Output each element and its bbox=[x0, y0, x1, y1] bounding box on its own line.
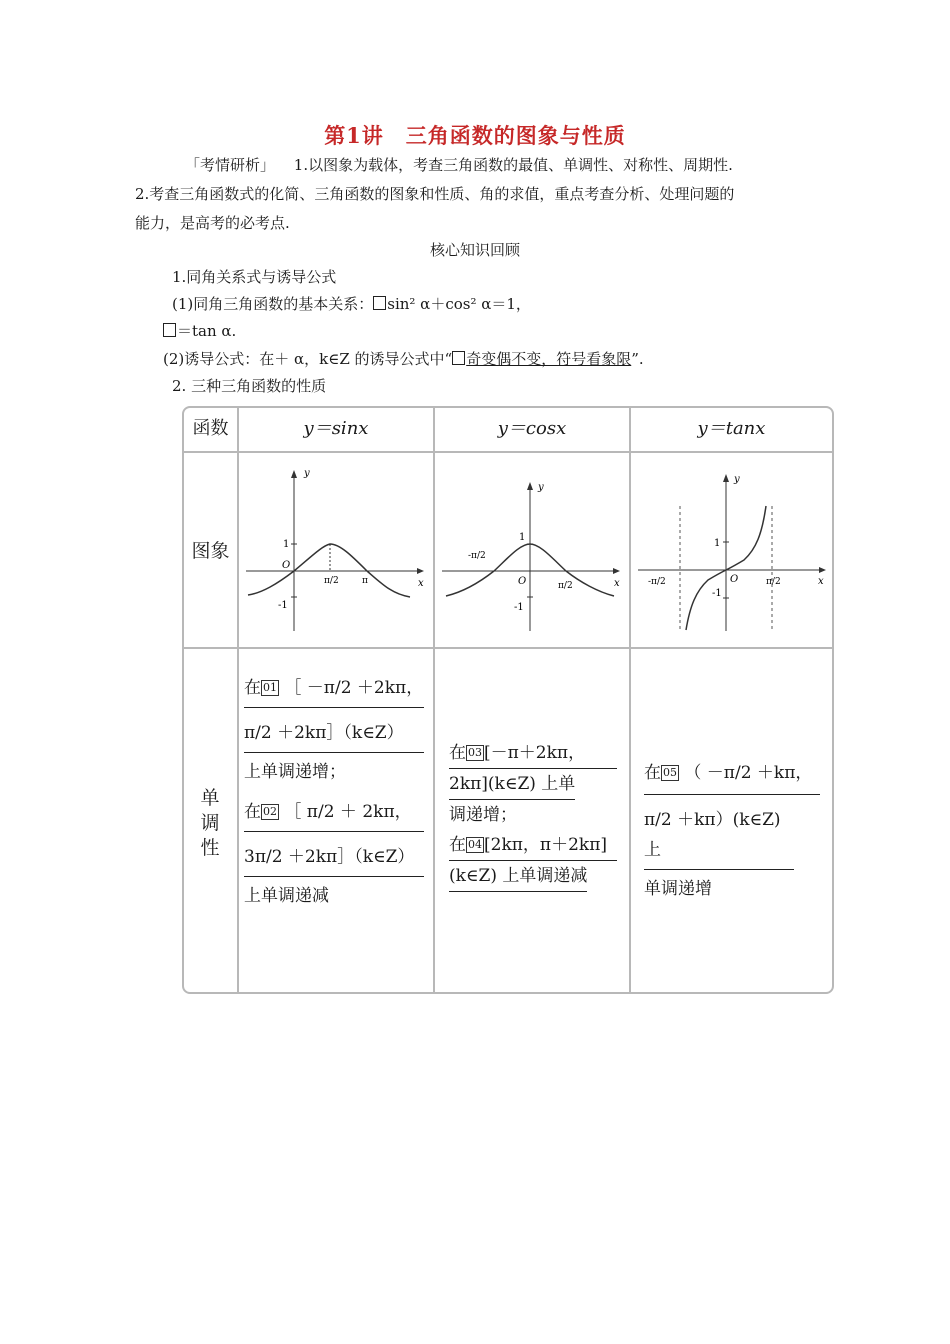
item-1: 1.同角关系式与诱导公式 bbox=[172, 268, 337, 286]
svg-text:x: x bbox=[818, 576, 824, 587]
properties-table bbox=[182, 406, 834, 994]
blank-01: 01 bbox=[263, 681, 277, 694]
svg-text:1: 1 bbox=[519, 532, 526, 543]
induction-rule: 奇变偶不变，符号看象限 bbox=[452, 350, 631, 368]
item-1b bbox=[163, 318, 236, 344]
pythagorean-identity: sin² α＋cos² α＝1， bbox=[387, 295, 531, 313]
intro-line-1 bbox=[185, 152, 733, 178]
svg-text:π/2: π/2 bbox=[324, 576, 339, 586]
cos-monotonicity: 在 03 [－π＋2kπ， 2kπ](k∈Z) 上单 调递增； 在 04 [2kπ，π＋2kπ] (k∈Z) 上单调递减 bbox=[449, 738, 624, 892]
item-2-end: ”. bbox=[631, 350, 644, 368]
blank-03: 03 bbox=[468, 746, 482, 759]
intro-line-2: 2.考查三角函数式的化简、三角函数的图象和性质、角的求值，重点考查分析、处理问题的 bbox=[135, 185, 735, 203]
svg-text:π/2: π/2 bbox=[558, 581, 573, 591]
item-1a-label: (1)同角三角函数的基本关系： bbox=[172, 295, 374, 313]
intro-text-1: 1.以图象为载体，考查三角函数的最值、单调性、对称性、周期性. bbox=[293, 156, 733, 174]
blank-05: 05 bbox=[663, 766, 677, 779]
item-2-mid: k∈Z 的诱导公式中“ bbox=[319, 350, 453, 368]
section-heading: 核心知识回顾 bbox=[429, 241, 520, 259]
blank-box bbox=[163, 323, 176, 337]
svg-text:-1: -1 bbox=[712, 588, 722, 599]
header-sin: y＝sinx bbox=[303, 418, 369, 439]
header-cos: y＝cosx bbox=[497, 418, 567, 439]
svg-text:x: x bbox=[418, 578, 424, 589]
svg-text:O: O bbox=[730, 574, 739, 585]
header-tan: y＝tanx bbox=[697, 418, 766, 439]
svg-text:y: y bbox=[538, 482, 544, 493]
item-2 bbox=[163, 346, 644, 372]
svg-text:-1: -1 bbox=[514, 602, 524, 613]
header-function: 函数 bbox=[192, 418, 229, 439]
tan-graph bbox=[634, 466, 830, 634]
svg-text:O: O bbox=[518, 576, 527, 587]
quotient-identity: ＝tan α. bbox=[177, 322, 237, 340]
intro-tag: 「考情研析」 bbox=[185, 156, 276, 174]
svg-text:-1: -1 bbox=[278, 600, 288, 611]
blank-04: 04 bbox=[468, 838, 482, 851]
blank-02: 02 bbox=[263, 805, 277, 818]
svg-text:π/2: π/2 bbox=[766, 577, 781, 587]
item-2-pre: (2)诱导公式：在＋ α， bbox=[163, 350, 320, 368]
svg-text:y: y bbox=[734, 474, 740, 485]
svg-text:-π/2: -π/2 bbox=[648, 577, 666, 587]
svg-text:-π/2: -π/2 bbox=[468, 551, 486, 561]
svg-text:1: 1 bbox=[714, 538, 721, 549]
tan-monotonicity: 在 05 （ －π/2 ＋kπ， π/2 ＋kπ）(k∈Z) 上 单调递增 bbox=[644, 758, 828, 904]
blank-box bbox=[452, 351, 465, 365]
sin-graph bbox=[242, 466, 428, 634]
item-1a bbox=[172, 291, 531, 317]
sin-monotonicity: 在 01 ［ －π/2 ＋2kπ， π/2 ＋2kπ］（k∈Z） 上单调递增； 在 02 ［ π/2 ＋ 2kπ， 3π/2 ＋2kπ］（k∈Z） 上单调递减 bbox=[244, 673, 430, 911]
svg-text:1: 1 bbox=[283, 539, 290, 550]
cos-graph bbox=[438, 466, 624, 634]
svg-text:π: π bbox=[362, 576, 368, 586]
row-label-monotonicity: 单调性 bbox=[200, 787, 220, 859]
svg-text:y: y bbox=[304, 468, 310, 479]
page-title: 第1讲 三角函数的图象与性质 bbox=[324, 123, 626, 148]
svg-text:x: x bbox=[614, 578, 620, 589]
item-3: 2. 三种三角函数的性质 bbox=[172, 377, 327, 395]
blank-box bbox=[373, 296, 386, 310]
row-label-graph: 图象 bbox=[191, 540, 230, 562]
svg-text:O: O bbox=[282, 560, 291, 571]
intro-line-3: 能力，是高考的必考点. bbox=[135, 214, 290, 232]
